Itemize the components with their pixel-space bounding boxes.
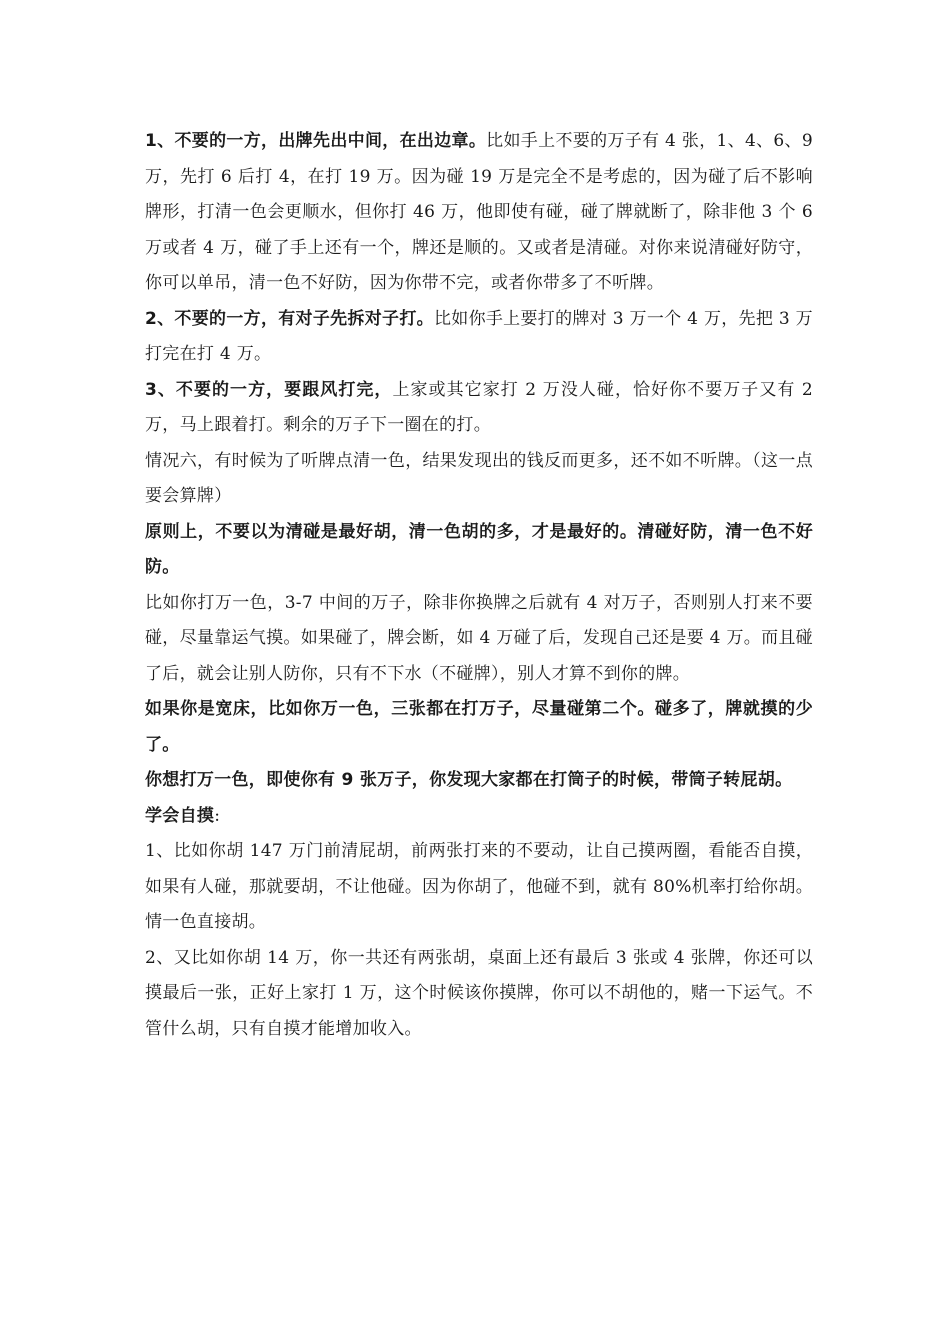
paragraph-10 <box>145 834 813 941</box>
paragraph-7 <box>145 692 813 763</box>
paragraph-2-text: 比如你手上要打的牌对 3 万一个 4 万，先把 3 万打完在打 4 万。 <box>145 308 813 364</box>
paragraph-1-bold: 1、不要的一方，出牌先出中间，在出边章。 <box>145 131 487 151</box>
paragraph-2 <box>145 302 813 373</box>
paragraph-1 <box>145 124 813 302</box>
paragraph-6-text: 比如你打万一色，3-7 中间的万子，除非你换牌之后就有 4 对万子，否则别人打来不要碰，尽量靠运气摸。如果碰了，牌会断，如 4 万碰了后，发现自己还是要 4 万。而且碰了后，就会让别人防你，只有不下水（不碰牌），别人才算不到你的牌。 <box>145 592 813 684</box>
paragraph-11-text: 2、又比如你胡 14 万，你一共还有两张胡，桌面上还有最后 3 张或 4 张牌，你还可以摸最后一张，正好上家打 1 万，这个时候该你摸牌，你可以不胡他的，赌一下运气。不管什么胡，只有自摸才能增加收入。 <box>145 947 813 1039</box>
paragraph-6 <box>145 586 813 693</box>
paragraph-1-text: 比如手上不要的万子有 4 张，1、4、6、9 万，先打 6 后打 4，在打 19 万。因为碰 19 万是完全不是考虑的，因为碰了后不影响牌形，打清一色会更顺水，但你打 46 万，他即使有碰，碰了牌就断了，除非他 3 个 6 万或者 4 万，碰了手上还有一个，牌还是顺的。又或者是清碰。对你来说清碰好防守，你可以单吊，清一色不好防，因为你带不完，或者你带多了不听牌。 <box>145 131 813 293</box>
paragraph-10-text: 1、比如你胡 147 万门前清屁胡，前两张打来的不要动，让自己摸两圈，看能否自摸，如果有人碰，那就要胡，不让他碰。因为你胡了，他碰不到，就有 80%机率打给你胡。情一色直接胡。 <box>145 841 813 932</box>
paragraph-4 <box>145 444 813 515</box>
paragraph-2-bold: 2、不要的一方，有对子先拆对子打。 <box>145 308 434 329</box>
paragraph-3-bold: 3、不要的一方，要跟风打完， <box>145 379 393 400</box>
paragraph-3-text: 上家或其它家打 2 万没人碰，恰好你不要万子又有 2 万，马上跟着打。剩余的万子下一圈在的打。 <box>145 379 813 435</box>
paragraph-5-bold: 原则上，不要以为清碰是最好胡，清一色胡的多，才是最好的。清碰好防，清一色不好防。 <box>145 521 813 577</box>
section-heading-self-draw-colon: : <box>214 805 221 826</box>
paragraph-8-bold: 你想打万一色，即使你有 9 张万子，你发现大家都在打筒子的时候，带筒子转屁胡。 <box>145 770 793 790</box>
paragraph-4-text: 情况六，有时候为了听牌点清一色，结果发现出的钱反而更多，还不如不听牌。（这一点要会算牌） <box>145 450 813 506</box>
section-heading-self-draw <box>145 799 813 835</box>
paragraph-3 <box>145 373 813 444</box>
paragraph-7-bold: 如果你是宽床，比如你万一色，三张都在打万子，尽量碰第二个。碰多了，牌就摸的少了。 <box>145 699 813 755</box>
document-body <box>145 124 813 1047</box>
paragraph-8 <box>145 763 813 799</box>
paragraph-11 <box>145 941 813 1048</box>
section-heading-self-draw-bold: 学会自摸 <box>145 805 215 826</box>
paragraph-5 <box>145 515 813 586</box>
